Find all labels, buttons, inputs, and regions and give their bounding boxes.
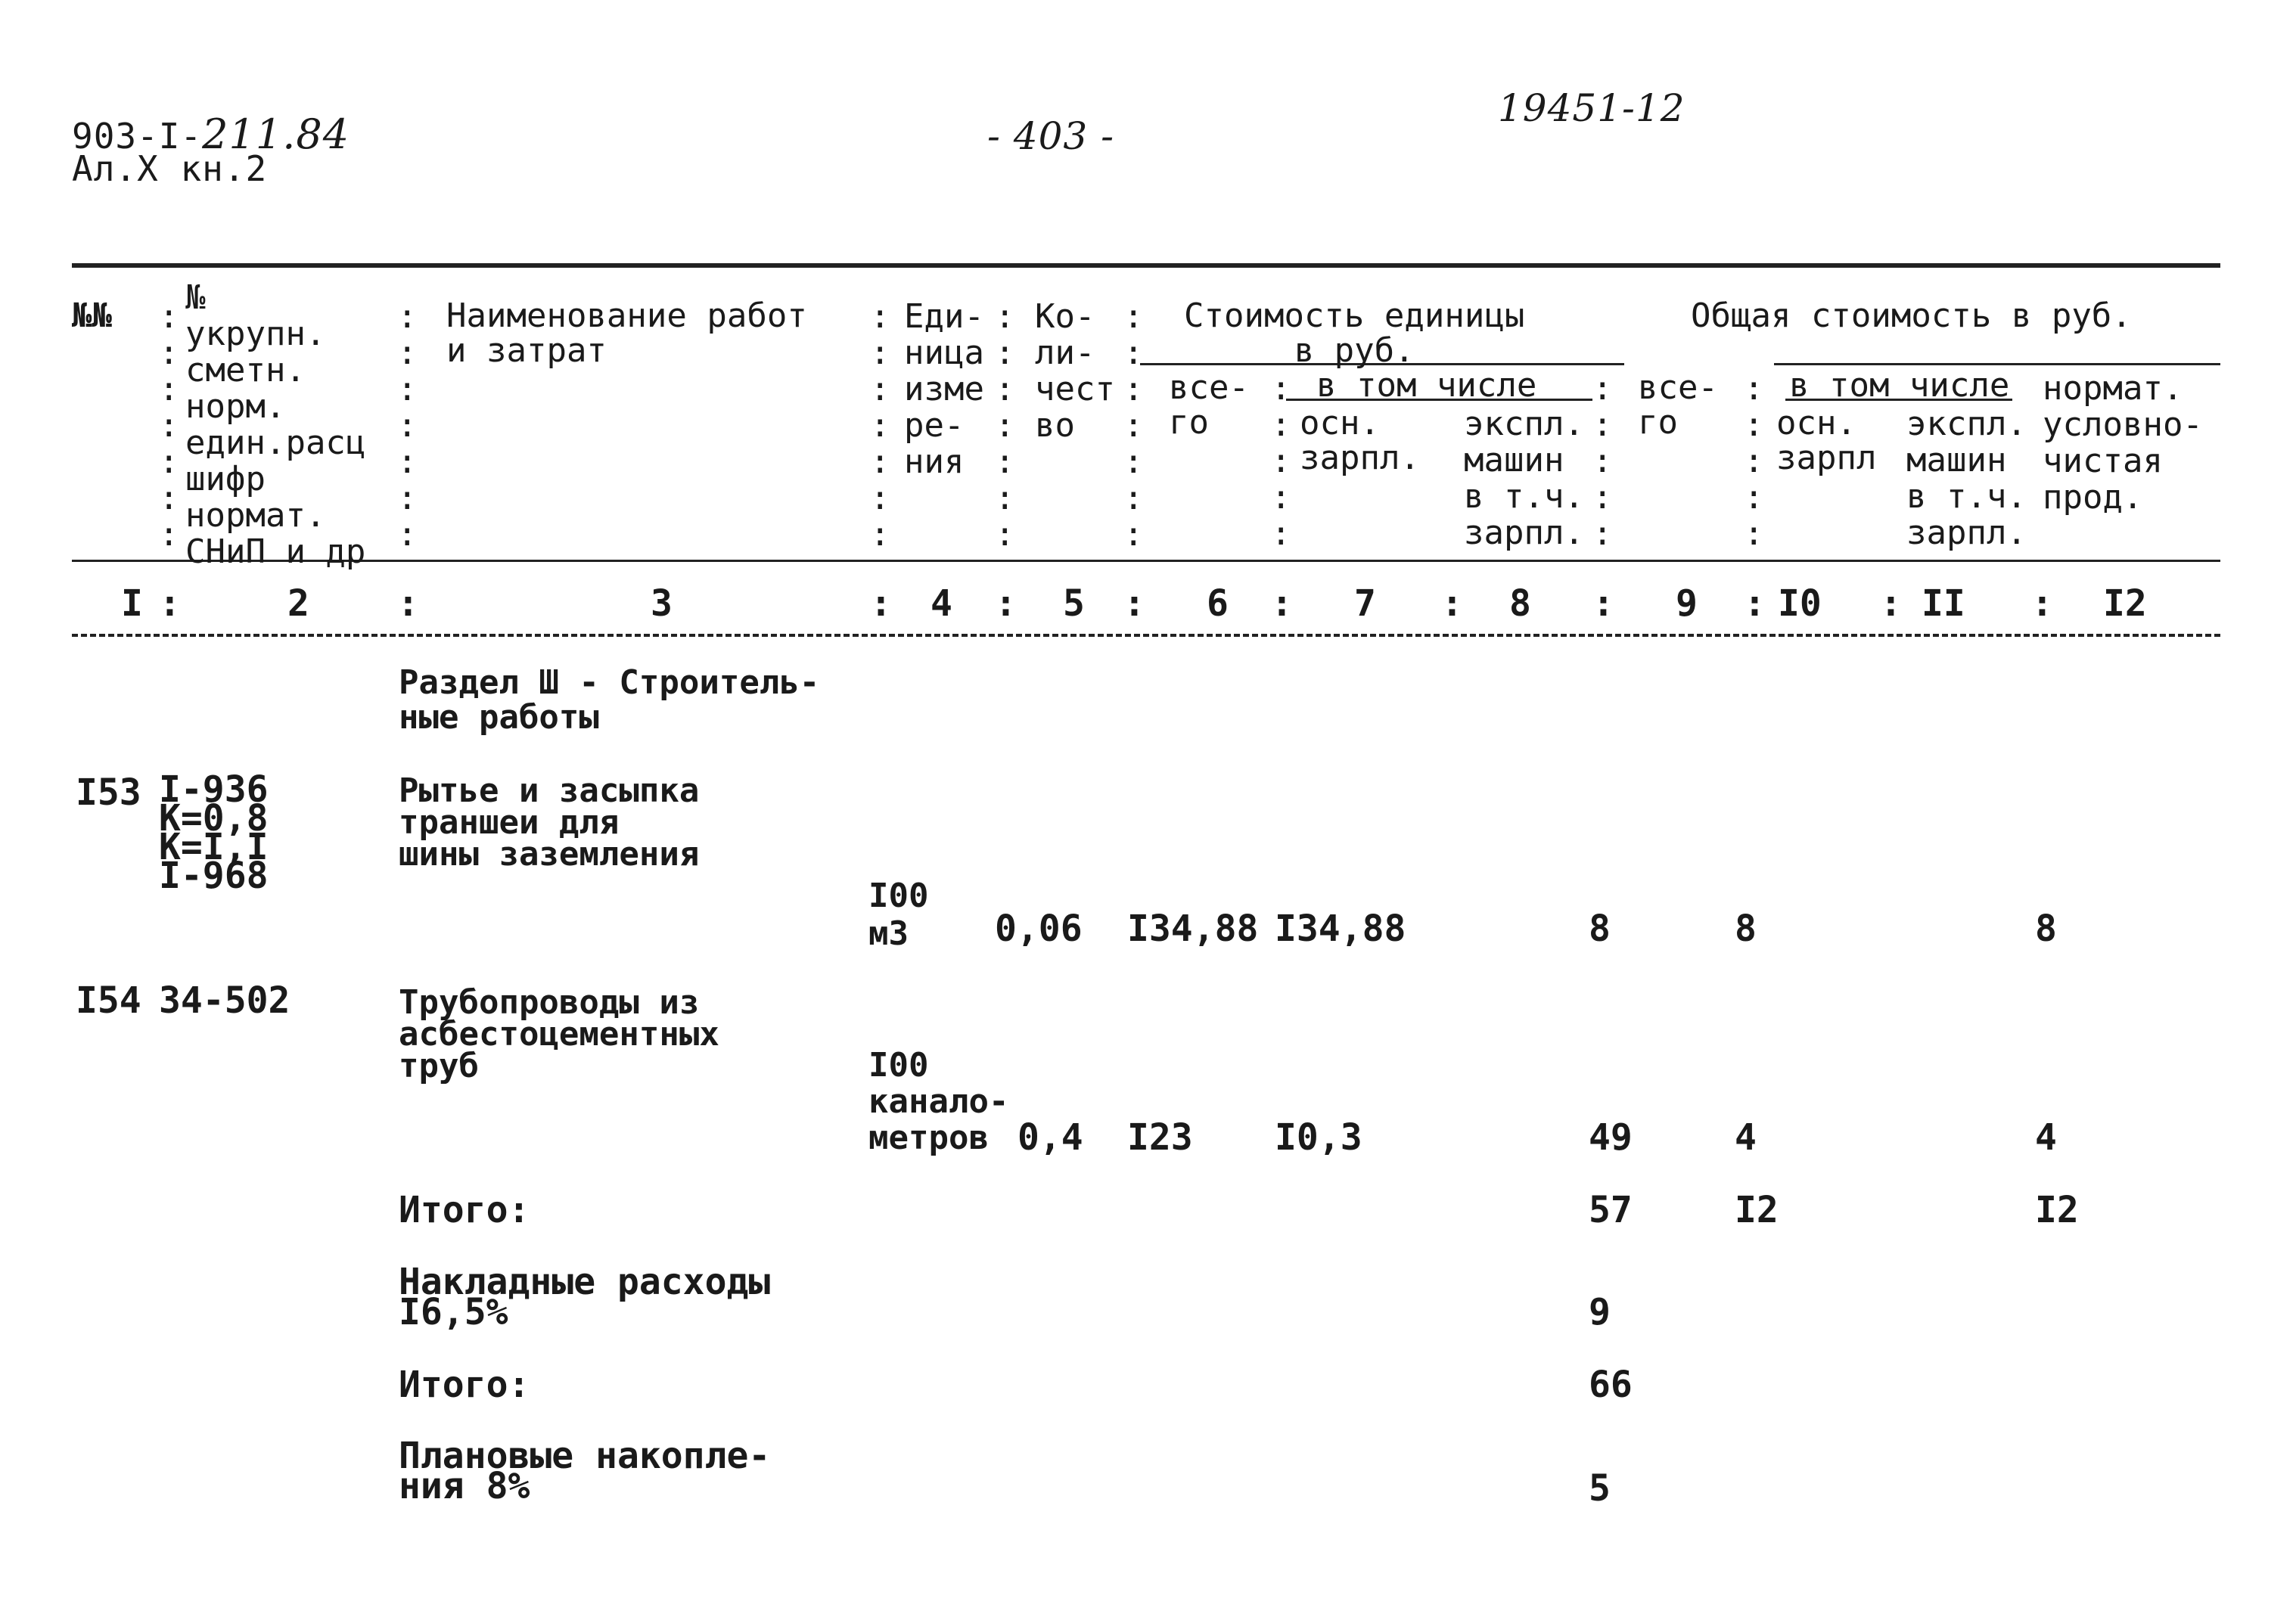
total-cost-underline xyxy=(1774,363,2220,365)
header-col-6: все- го xyxy=(1169,368,1249,442)
header-separators: : : : : : : : xyxy=(159,297,179,554)
col-number-2: 2 xyxy=(287,582,309,625)
summary-label: Итого: xyxy=(399,1189,530,1231)
header-incl-total: в том числе xyxy=(1789,366,2010,405)
row-unit-wage: I0,3 xyxy=(1275,1116,1362,1159)
column-numbers-rule xyxy=(72,634,2220,637)
header-col-4: Еди- ница изме ре- ния xyxy=(904,297,984,481)
header-total-cost: Общая стоимость в руб. xyxy=(1691,296,2132,335)
row-norm-product: 4 xyxy=(2035,1116,2057,1159)
row-unit-total: I23 xyxy=(1127,1116,1193,1159)
summary-label: Плановые накопле- ния 8% xyxy=(399,1435,771,1507)
header-separators: : : : : : : : xyxy=(870,297,890,554)
row-total: 8 xyxy=(1589,908,1611,950)
header-col-3: Наименование работ и затрат xyxy=(446,296,807,370)
archive-stamp-number: 19451-12 xyxy=(1498,86,1685,130)
row-work-name: Трубопроводы из асбестоцементных труб xyxy=(399,983,719,1085)
summary-total: 57 xyxy=(1589,1189,1633,1231)
col-number-separators: : xyxy=(1744,582,1766,625)
header-bottom-rule xyxy=(72,560,2220,562)
header-col-5: Ко- ли- чест во xyxy=(1035,297,1115,445)
col-number-1: I xyxy=(121,582,143,625)
header-col-8: экспл. машин в т.ч. зарпл. xyxy=(1464,405,1584,552)
summary-label: Итого: xyxy=(399,1364,530,1406)
col-number-8: 8 xyxy=(1509,582,1531,625)
row-total-wage: 4 xyxy=(1735,1116,1757,1159)
header-col-12: нормат. условно- чистая прод. xyxy=(2043,369,2203,517)
header-col-10: осн. зарпл xyxy=(1776,404,1877,477)
col-number-separators: : xyxy=(870,582,892,625)
summary-total-wage: I2 xyxy=(1735,1189,1779,1231)
header-incl-unit: в том числе xyxy=(1316,366,1537,405)
row-quantity: 0,4 xyxy=(1018,1116,1083,1159)
col-number-separators: : xyxy=(995,582,1017,625)
summary-norm-product: I2 xyxy=(2035,1189,2079,1231)
row-norm-code: 34-502 xyxy=(159,979,290,1022)
col-number-separators: : xyxy=(1880,582,1902,625)
col-number-9: 9 xyxy=(1676,582,1698,625)
header-separators: : : : : : : : xyxy=(397,297,418,554)
row-total: 49 xyxy=(1589,1116,1633,1159)
col-number-3: 3 xyxy=(651,582,673,625)
document-code-handwritten: 211.84 xyxy=(202,110,350,158)
col-number-12: I2 xyxy=(2103,582,2147,625)
summary-label: Накладные расходы I6,5% xyxy=(399,1261,771,1333)
header-separators: : : : : : xyxy=(1271,369,1291,553)
summary-total: 9 xyxy=(1589,1291,1611,1333)
col-number-5: 5 xyxy=(1063,582,1085,625)
header-separators: : : : : : xyxy=(1744,369,1764,553)
col-number-separators: : xyxy=(1123,582,1145,625)
document-code-prefix: 903-I- xyxy=(72,116,203,157)
col-number-6: 6 xyxy=(1207,582,1229,625)
row-total-wage: 8 xyxy=(1735,908,1757,950)
header-col-2: № укрупн. сметн. норм. един.расц шифр нормат. СНиП и др xyxy=(185,278,366,571)
col-number-10: I0 xyxy=(1778,582,1822,625)
col-number-separators: : xyxy=(2031,582,2053,625)
col-number-separators: : xyxy=(1592,582,1614,625)
row-norm-code: I-936 К=0,8 К=I,I I-968 xyxy=(159,768,269,897)
page-number: - 403 - xyxy=(987,114,1115,158)
header-col-7: осн. зарпл. xyxy=(1300,404,1420,477)
section-title: Раздел Ш - Строитель- ные работы xyxy=(399,663,820,737)
row-unit: I00 канало- метров xyxy=(868,1046,1009,1157)
row-unit-total: I34,88 xyxy=(1127,908,1259,950)
col-number-separators: : xyxy=(397,582,419,625)
header-separators: : : : : : : : xyxy=(995,297,1015,554)
col-number-4: 4 xyxy=(931,582,952,625)
col-number-11: II xyxy=(1922,582,1965,625)
header-separators: : : : : : : : xyxy=(1123,297,1144,554)
row-unit-wage: I34,88 xyxy=(1275,908,1406,950)
header-col-1: №№ xyxy=(72,296,112,335)
table-top-rule xyxy=(72,263,2220,268)
col-number-separators: : xyxy=(1441,582,1463,625)
header-col-9: все- го xyxy=(1638,368,1718,442)
row-unit: I00 м3 xyxy=(868,877,929,953)
col-number-separators: : xyxy=(1271,582,1293,625)
album-line: Ал.Х кн.2 xyxy=(72,148,268,189)
row-quantity: 0,06 xyxy=(995,908,1083,950)
col-number-7: 7 xyxy=(1354,582,1376,625)
row-work-name: Рытье и засыпка траншеи для шины заземления xyxy=(399,771,700,874)
summary-total: 66 xyxy=(1589,1364,1633,1406)
col-number-separators: : xyxy=(159,582,181,625)
row-number: I54 xyxy=(76,979,141,1022)
header-col-11: экспл. машин в т.ч. зарпл. xyxy=(1906,405,2027,552)
summary-total: 5 xyxy=(1589,1467,1611,1510)
header-unit-cost: Стоимость единицы в руб. xyxy=(1184,296,1525,370)
header-separators: : : : : : xyxy=(1592,369,1613,553)
row-number: I53 xyxy=(76,771,141,814)
row-norm-product: 8 xyxy=(2035,908,2057,950)
